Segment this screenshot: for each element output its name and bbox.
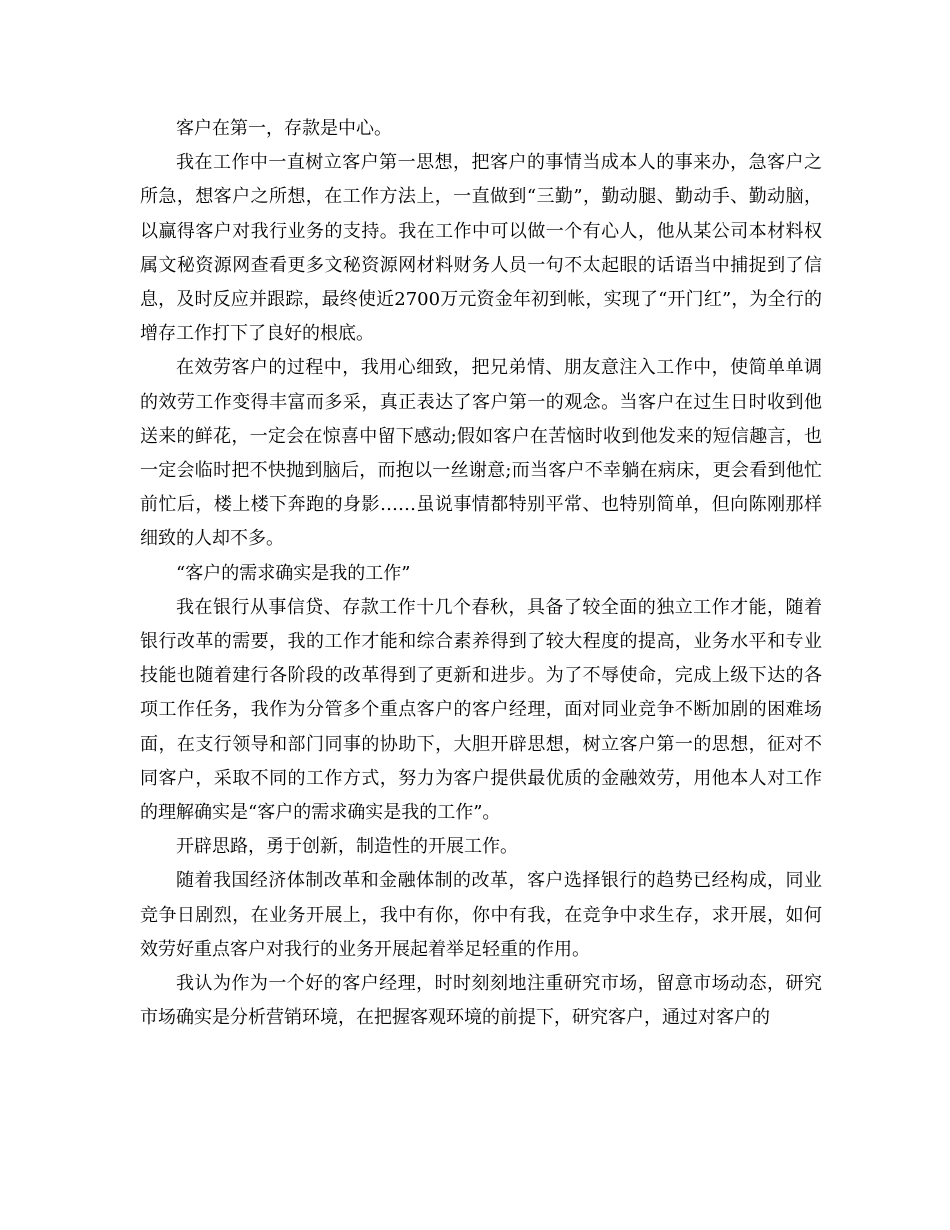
section-heading-customer-needs: “客户的需求确实是我的工作” xyxy=(176,562,411,584)
paragraph-service-details: 在效劳客户的过程中，我用心细致，把兄弟情、朋友意注入工作中，使简单单调的效劳工作变得丰富而多采，真正表达了客户第一的观念。当客户在过生日时收到他送来的鲜花，一定会在惊喜中留下感动;假如客户在苦恼时收到他发来的短信趣言，也一定会临时把不快抛到脑后，而抱以一丝谢意;而当客户不幸躺在病床，更会看到他忙前忙后，楼上楼下奔跑的身影……虽说事情都特别平常、也特别简单，但向陈刚那样细致的人却不多。 xyxy=(140,357,822,550)
section-heading-innovation: 开辟思路，勇于创新，制造性的开展工作。 xyxy=(176,836,518,858)
document-page xyxy=(140,112,822,1035)
paragraph-bank-career: 我在银行从事信贷、存款工作十几个春秋，具备了较全面的独立工作才能，随着银行改革的需要，我的工作才能和综合素养得到了较大程度的提高，业务水平和专业技能也随着建行各阶段的改革得到了更新和进步。为了不辱使命，完成上级下达的各项工作任务，我作为分管多个重点客户的客户经理，面对同业竞争不断加剧的困难场面，在支行领导和部门同事的协助下，大胆开辟思想，树立客户第一的思想，征对不同客户，采取不同的工作方式，努力为客户提供最优质的金融效劳，用他本人对工作的理解确实是“客户的需求确实是我的工作”。 xyxy=(140,596,822,824)
paragraph-market-research: 我认为作为一个好的客户经理，时时刻刻地注重研究市场，留意市场动态，研究市场确实是分析营销环境，在把握客观环境的前提下，研究客户，通过对客户的 xyxy=(140,973,822,1029)
paragraph-three-diligences: 我在工作中一直树立客户第一思想，把客户的事情当成本人的事来办，急客户之所急，想客户之所想，在工作方法上，一直做到“三勤”，勤动腿、勤动手、勤动脑，以赢得客户对我行业务的支持。我在工作中可以做一个有心人，他从某公司本材料权属文秘资源网查看更多文秘资源网材料财务人员一句不太起眼的话语当中捕捉到了信息，及时反应并跟踪，最终使近2700万元资金年初到帐，实现了“开门红”，为全行的增存工作打下了良好的根底。 xyxy=(140,152,822,345)
section-heading-customer-first: 客户在第一，存款是中心。 xyxy=(176,118,392,139)
paragraph-reform-competition: 随着我国经济体制改革和金融体制的改革，客户选择银行的趋势已经构成，同业竞争日剧烈，在业务开展上，我中有你，你中有我，在竞争中求生存，求开展，如何效劳好重点客户对我行的业务开展起着举足轻重的作用。 xyxy=(140,870,822,960)
